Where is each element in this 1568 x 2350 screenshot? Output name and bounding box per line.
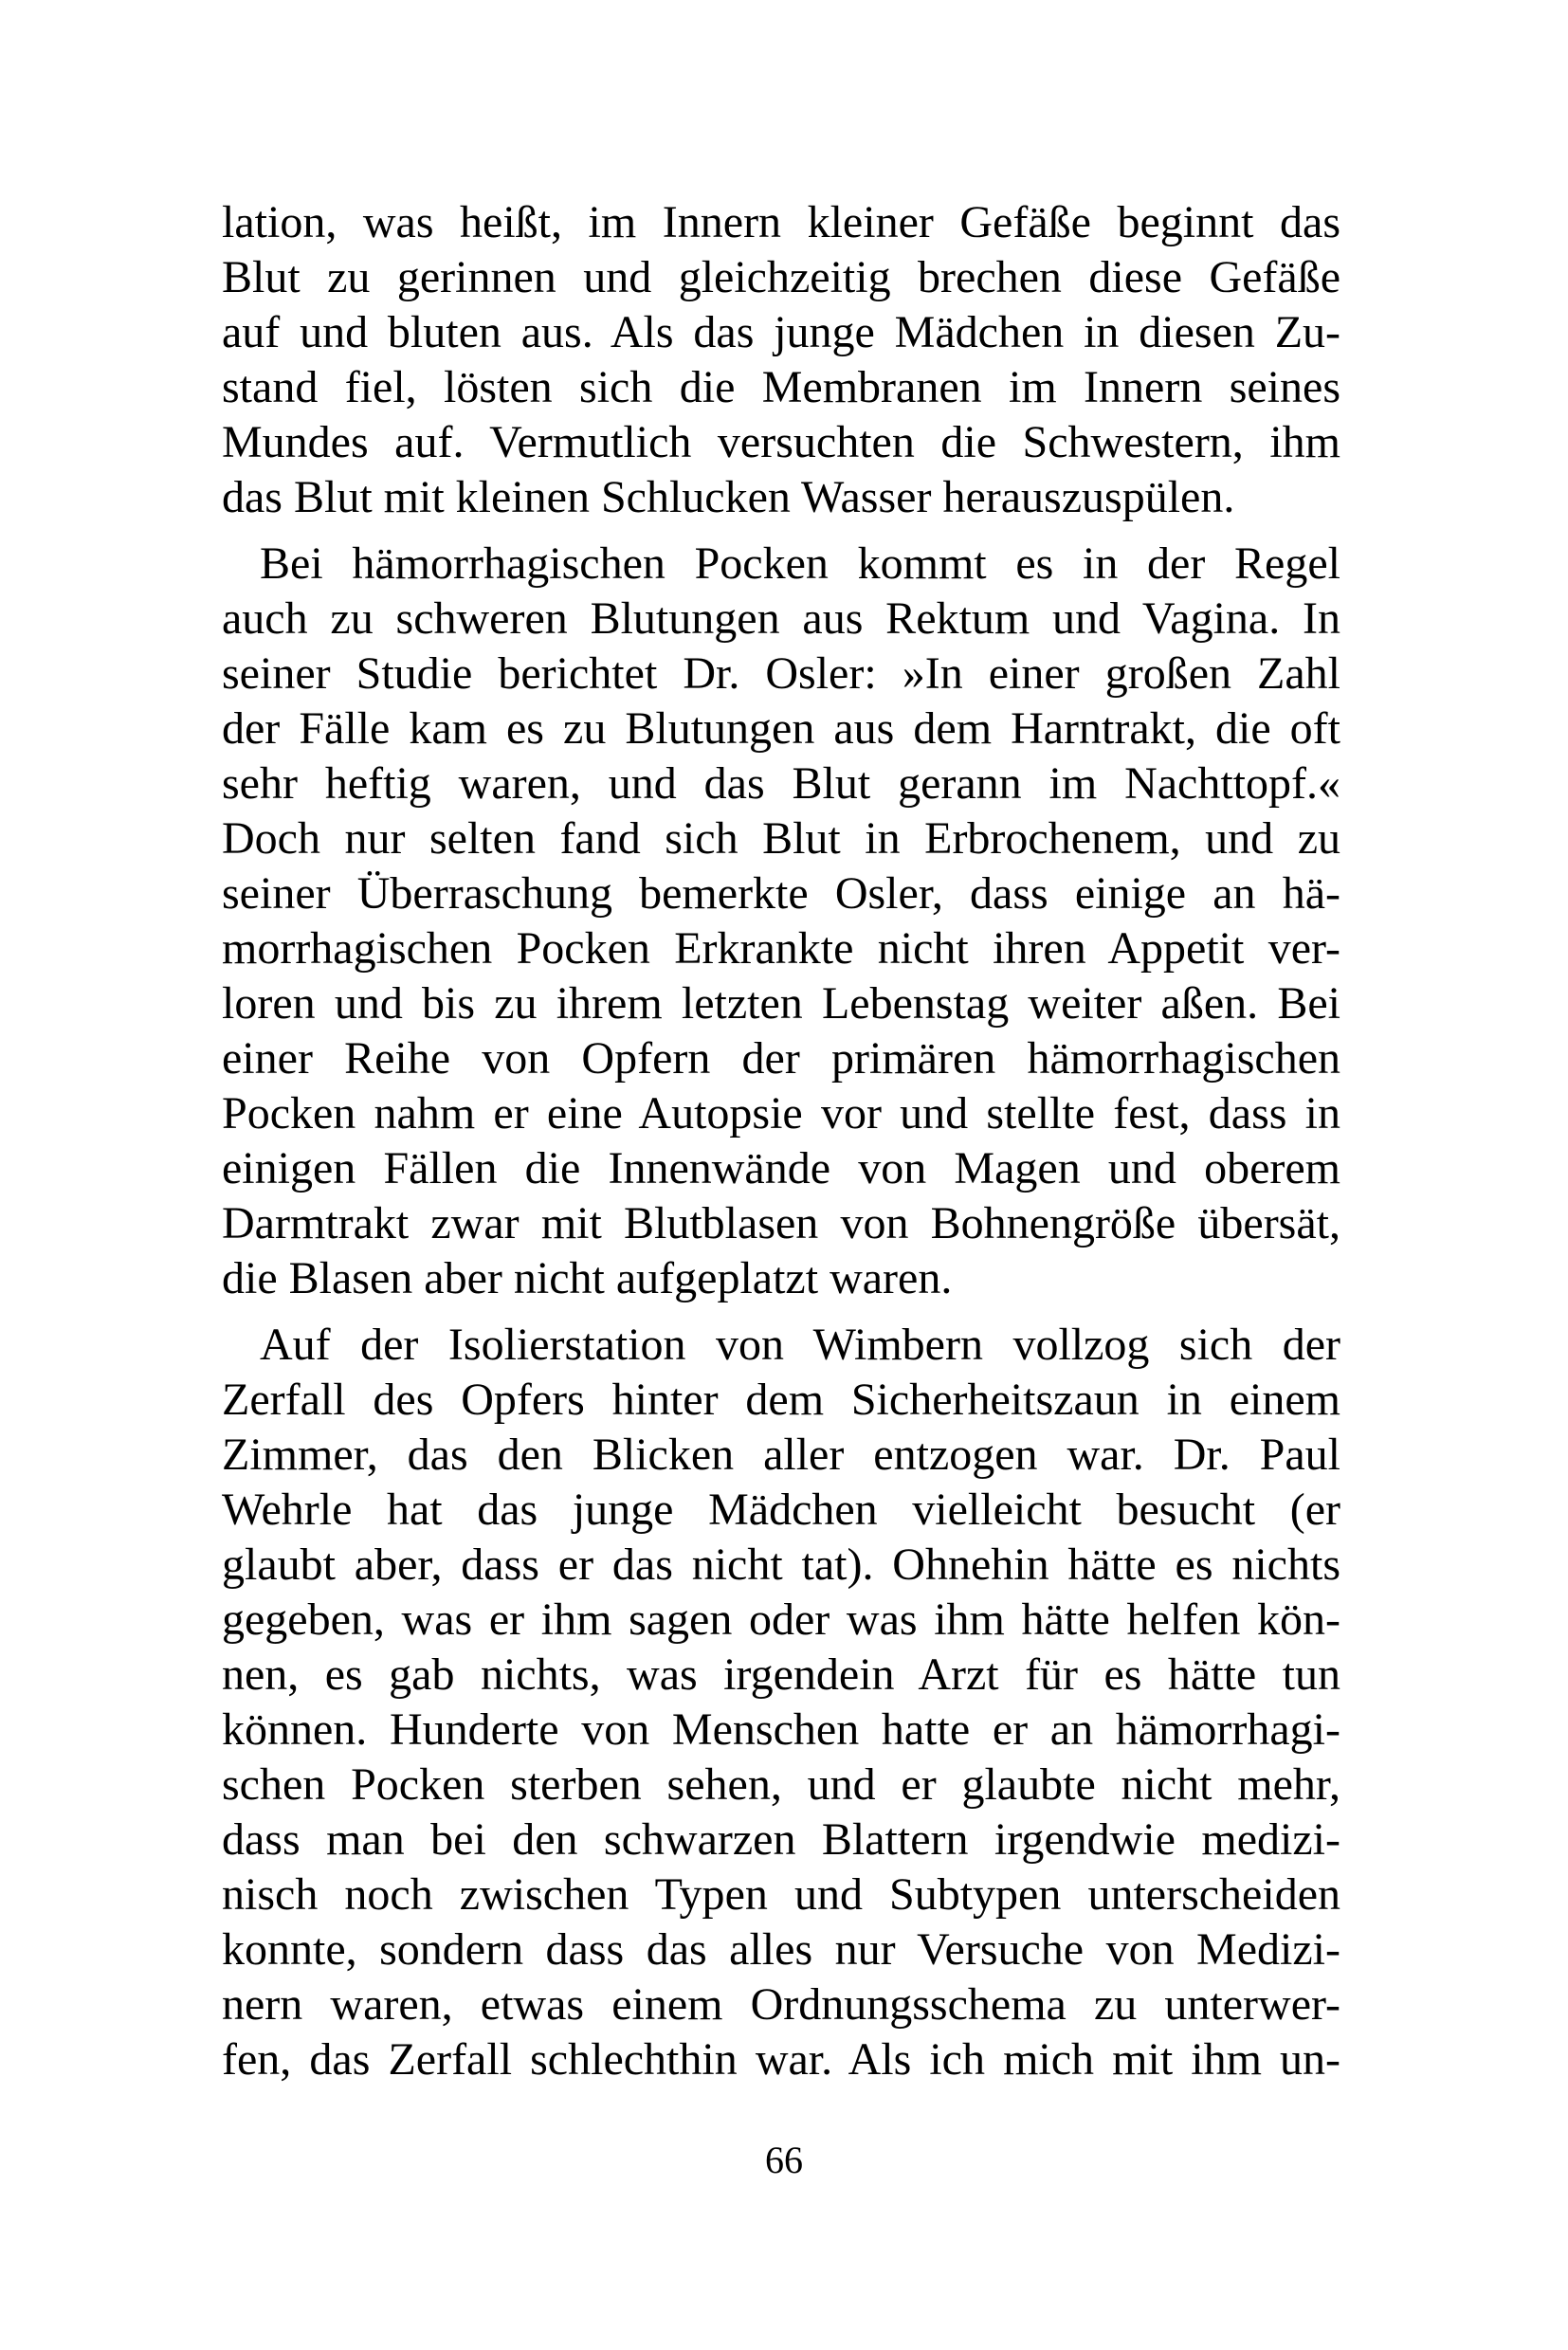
text-line: schen Pocken sterben sehen, und er glaubte nicht mehr, xyxy=(222,1759,1340,1810)
text-line: einer Reihe von Opfern der primären hämorrhagischen xyxy=(222,1033,1340,1084)
text-line: seiner Studie berichtet Dr. Osler: »In einer großen Zahl xyxy=(222,648,1340,699)
text-line: fen, das Zerfall schlechthin war. Als ich mich mit ihm un- xyxy=(222,2034,1340,2085)
text-line: Zimmer, das den Blicken aller entzogen war. Dr. Paul xyxy=(222,1430,1340,1480)
text-line: Pocken nahm er eine Autopsie vor und stellte fest, dass in xyxy=(222,1088,1340,1139)
text-line: Mundes auf. Vermutlich versuchten die Schwestern, ihm xyxy=(222,417,1340,467)
text-line: gegeben, was er ihm sagen oder was ihm hätte helfen kön- xyxy=(222,1594,1340,1645)
text-line: sehr heftig waren, und das Blut gerann im Nachttopf.« xyxy=(222,758,1340,809)
text-line: nern waren, etwas einem Ordnungsschema zu unterwer- xyxy=(222,1979,1340,2030)
text-line: stand fiel, lösten sich die Membranen im Innern seines xyxy=(222,362,1340,412)
text-line: Blut zu gerinnen und gleichzeitig brechen diese Gefäße xyxy=(222,252,1340,302)
page-body-text xyxy=(222,195,1340,2099)
text-line: dass man bei den schwarzen Blattern irgendwie medizi- xyxy=(222,1814,1340,1865)
text-line: einigen Fällen die Innenwände von Magen und oberem xyxy=(222,1143,1340,1193)
paragraph xyxy=(222,1318,1340,2087)
text-line: Bei hämorrhagischen Pocken kommt es in der Regel xyxy=(260,538,1340,589)
text-line: auch zu schweren Blutungen aus Rektum und Vagina. In xyxy=(222,593,1340,644)
text-line: das Blut mit kleinen Schlucken Wasser herauszuspülen. xyxy=(222,472,1235,522)
text-line: der Fälle kam es zu Blutungen aus dem Harntrakt, die oft xyxy=(222,703,1340,754)
text-line: loren und bis zu ihrem letzten Lebenstag weiter aßen. Bei xyxy=(222,978,1340,1029)
text-line: können. Hunderte von Menschen hatte er an hämorrhagi- xyxy=(222,1704,1340,1755)
text-line: seiner Überraschung bemerkte Osler, dass einige an hä- xyxy=(222,868,1340,919)
text-line: Doch nur selten fand sich Blut in Erbrochenem, und zu xyxy=(222,813,1340,864)
text-line: glaubt aber, dass er das nicht tat). Ohnehin hätte es nichts xyxy=(222,1539,1340,1590)
text-line: Darmtrakt zwar mit Blutblasen von Bohnengröße übersät, xyxy=(222,1198,1340,1248)
text-line: Zerfall des Opfers hinter dem Sicherheitszaun in einem xyxy=(222,1375,1340,1425)
text-line: auf und bluten aus. Als das junge Mädchen in diesen Zu- xyxy=(222,307,1340,357)
text-line: Auf der Isolierstation von Wimbern vollzog sich der xyxy=(260,1320,1340,1370)
text-line: morrhagischen Pocken Erkrankte nicht ihren Appetit ver- xyxy=(222,923,1340,974)
text-line: nen, es gab nichts, was irgendein Arzt für es hätte tun xyxy=(222,1649,1340,1700)
paragraph xyxy=(222,195,1340,525)
page-number: 66 xyxy=(765,2139,803,2181)
text-line: nisch noch zwischen Typen und Subtypen unterscheiden xyxy=(222,1869,1340,1920)
paragraph xyxy=(222,537,1340,1306)
text-line: lation, was heißt, im Innern kleiner Gefäße beginnt das xyxy=(222,197,1340,247)
text-line: Wehrle hat das junge Mädchen vielleicht besucht (er xyxy=(222,1485,1340,1535)
text-line: konnte, sondern dass das alles nur Versuche von Medizi- xyxy=(222,1924,1340,1975)
text-line: die Blasen aber nicht aufgeplatzt waren. xyxy=(222,1253,953,1303)
